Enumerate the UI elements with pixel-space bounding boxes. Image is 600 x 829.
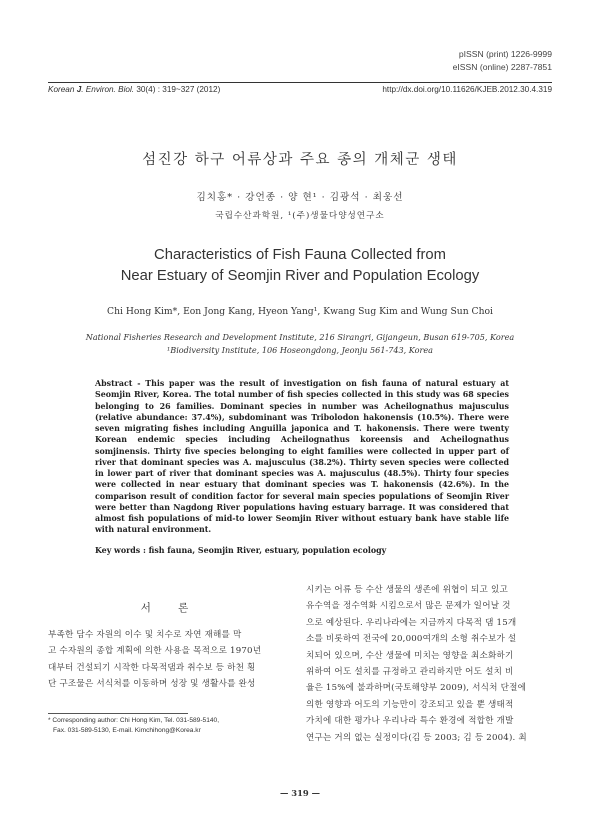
text-line: 유수역을 정수역화 시킴으로서 많은 문제가 일어날 것 [306,601,511,612]
text-line: 의한 영향과 어도의 기능만이 강조되고 있을 뿐 생태적 [306,699,514,710]
text-line: 고 수자원의 종합 계획에 의한 사용을 목적으로 1970년 [48,646,262,657]
footnote-line-2: Fax. 031-589-5130, E-mail. Kimchihong@Korea.kr [53,726,201,734]
journal-name-mark: J [76,85,82,94]
abstract-text: Abstract - This paper was the result of investigation on fish fauna of natural estuary at Seomjin River, Korea. The total number of fish species collected in this study was 68 species belonging to 26 families. Dominant species in number was Acheilognathus majusculus (relative abundance: 37.4%), subdominant was Tribolodon hakonensis (10.5%). There were seven migrating fishes including Anguilla japonica and T. hakonensis. There were twenty Korean endemic species including Acheilognathus koreensis and Acheilognathus somjinensis. Thirty five species belonging to eight families were collected in upper part of river that dominant species was A. majusculus (38.2%). Thirty seven species were collected in lower part of river that dominant species was A. majusculus (48.5%). Thirty four species were collected in near estuary that dominant species was T. hakonensis (42.6%). In the comparison result of condition factor for several main species populations of Seomjin River were better than Nagdong River populations having estuary barrage. It was considered that almost fish populations of mid-to lower Seomjin River without estuary bank have stable life with natural environment. [95,379,509,535]
text-line: 율은 15%에 불과하며(국토해양부 2009), 서식처 단절에 [306,683,527,694]
intro-right-column [306,582,552,746]
text-line: 연구는 거의 없는 실정이다(김 등 2003; 김 등 2004). 최 [306,732,527,743]
english-title [0,245,600,287]
affiliation-1: National Fisheries Research and Development Institute, 216 Sirangri, Gijangeun, Busan 619-705, Korea [85,332,515,342]
english-title-line-1: Characteristics of Fish Fauna Collected from [154,247,446,263]
footnote [48,716,219,735]
page-number: — 319 — [279,788,321,798]
journal-volume: 30(4) : 319~327 (2012) [136,85,221,94]
header-rule [48,82,552,83]
english-authors: Chi Hong Kim*, Eon Jong Kang, Hyeon Yang¹, Kwang Sug Kim and Wung Sun Choi [107,306,493,317]
affiliation-2: ¹Biodiversity Institute, 106 Hoseongdong, Jeonju 561-743, Korea [167,344,433,355]
text-line: 위하여 어도 설치를 규정하고 관리하지만 어도 설치 비 [306,667,514,678]
text-line: 대부터 건설되기 시작한 다목적댐과 취수보 등 하천 횡 [48,662,256,673]
intro-left-column [48,627,296,693]
text-line: 소를 비롯하여 전국에 20,000여개의 소형 취수보가 설 [306,634,517,645]
text-line: 부족한 담수 자원의 이수 및 치수로 자연 재해를 막 [48,630,242,640]
doi-link[interactable]: http://dx.doi.org/10.11626/KJEB.2012.30.4.319 [382,85,552,94]
journal-name-suffix: . Environ. Biol. [81,85,135,94]
text-line: 단 구조물은 서식처를 이동하며 성장 및 생활사를 완성 [48,679,256,690]
text-line: 치되어 있으며, 수산 생물에 미치는 영향을 최소화하기 [306,650,514,661]
text-line: 으로 예상된다. 우리나라에는 지금까지 다목적 댐 15개 [306,617,517,628]
english-title-line-2: Near Estuary of Seomjin River and Population Ecology [120,268,480,284]
footnote-line-1: * Corresponding author: Chi Hong Kim, Tel. 031-589-5140, [48,717,220,724]
korean-title: 섬진강 하구 어류상과 주요 종의 개체군 생태 [142,152,458,168]
text-line: 가치에 대한 평가나 우리나라 특수 환경에 적합한 개발 [306,716,514,727]
footnote-rule [48,713,188,714]
pissn: pISSN (print) 1226-9999 [458,49,552,59]
journal-name-prefix: Korean [48,85,75,94]
journal-citation [48,85,220,94]
korean-affiliation: 국립수산과학원, ¹(주)생물다양성연구소 [215,211,385,221]
keywords: Key words : fish fauna, Seomjin River, estuary, population ecology [95,546,387,555]
korean-authors: 김치홍* · 강언종 · 양 현¹ · 김광석 · 최웅선 [196,192,404,203]
english-affiliations [0,331,600,356]
eissn: eISSN (online) 2287-7851 [452,62,552,72]
section-title-introduction: 서 론 [140,602,201,614]
text-line: 시키는 어류 등 수산 생물의 생존에 위협이 되고 있고 [306,585,508,595]
